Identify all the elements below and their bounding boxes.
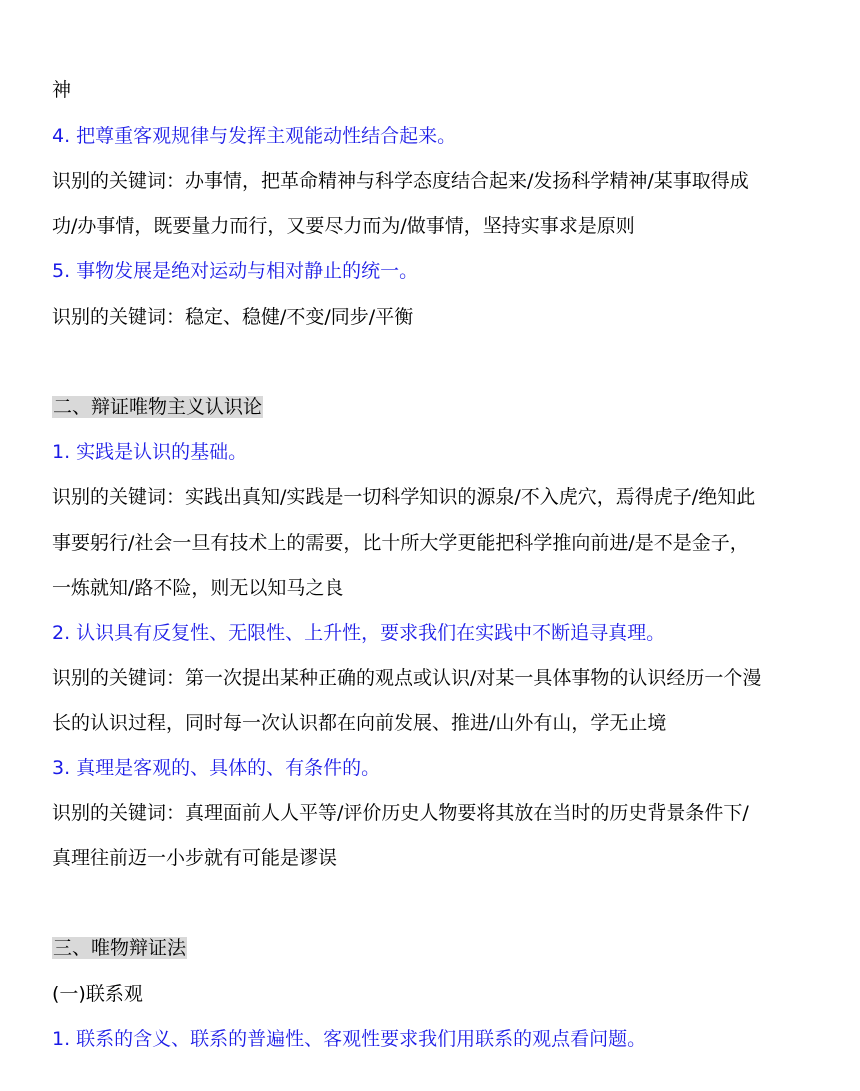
point-4-title: 4. 把尊重客观规律与发挥主观能动性结合起来。 (52, 125, 457, 147)
keywords-line: 识别的关键词：办事情，把革命精神与科学态度结合起来/发扬科学精神/某事取得成 (52, 170, 749, 192)
point-1-title: 1. 实践是认识的基础。 (52, 441, 248, 463)
point-1-title: 1. 联系的含义、联系的普遍性、客观性要求我们用联系的观点看问题。 (52, 1028, 647, 1050)
keywords-line: 长的认识过程，同时每一次认识都在向前发展、推进/山外有山，学无止境 (52, 712, 667, 734)
point-5-title: 5. 事物发展是绝对运动与相对静止的统一。 (52, 260, 419, 282)
section-heading-label: 二、辩证唯物主义认识论 (53, 396, 263, 418)
section-heading-label: 三、唯物辩证法 (53, 937, 187, 959)
keywords-line: 识别的关键词：第一次提出某种正确的观点或认识/对某一具体事物的认识经历一个漫 (52, 667, 762, 689)
point-2-title: 2. 认识具有反复性、无限性、上升性，要求我们在实践中不断追寻真理。 (52, 622, 666, 644)
keywords-line: 真理往前迈一小步就有可能是谬误 (52, 847, 338, 869)
subsection-heading: (一)联系观 (52, 983, 143, 1005)
section-heading-3 (52, 936, 187, 960)
keywords-line: 功/办事情，既要量力而行，又要尽力而为/做事情，坚持实事求是原则 (52, 215, 635, 237)
point-3-title: 3. 真理是客观的、具体的、有条件的。 (52, 757, 381, 779)
keywords-line: 识别的关键词：实践出真知/实践是一切科学知识的源泉/不入虎穴，焉得虎子/绝知此 (52, 486, 756, 508)
keywords-line: 识别的关键词：稳定、稳健/不变/同步/平衡 (52, 306, 414, 328)
text-line: 神 (52, 79, 72, 101)
keywords-line: 事要躬行/社会一旦有技术上的需要，比十所大学更能把科学推向前进/是不是金子， (52, 532, 749, 554)
section-heading-2 (52, 395, 263, 419)
keywords-line: 一炼就知/路不险，则无以知马之良 (52, 577, 344, 599)
keywords-line: 识别的关键词：真理面前人人平等/评价历史人物要将其放在当时的历史背景条件下/ (52, 802, 749, 824)
